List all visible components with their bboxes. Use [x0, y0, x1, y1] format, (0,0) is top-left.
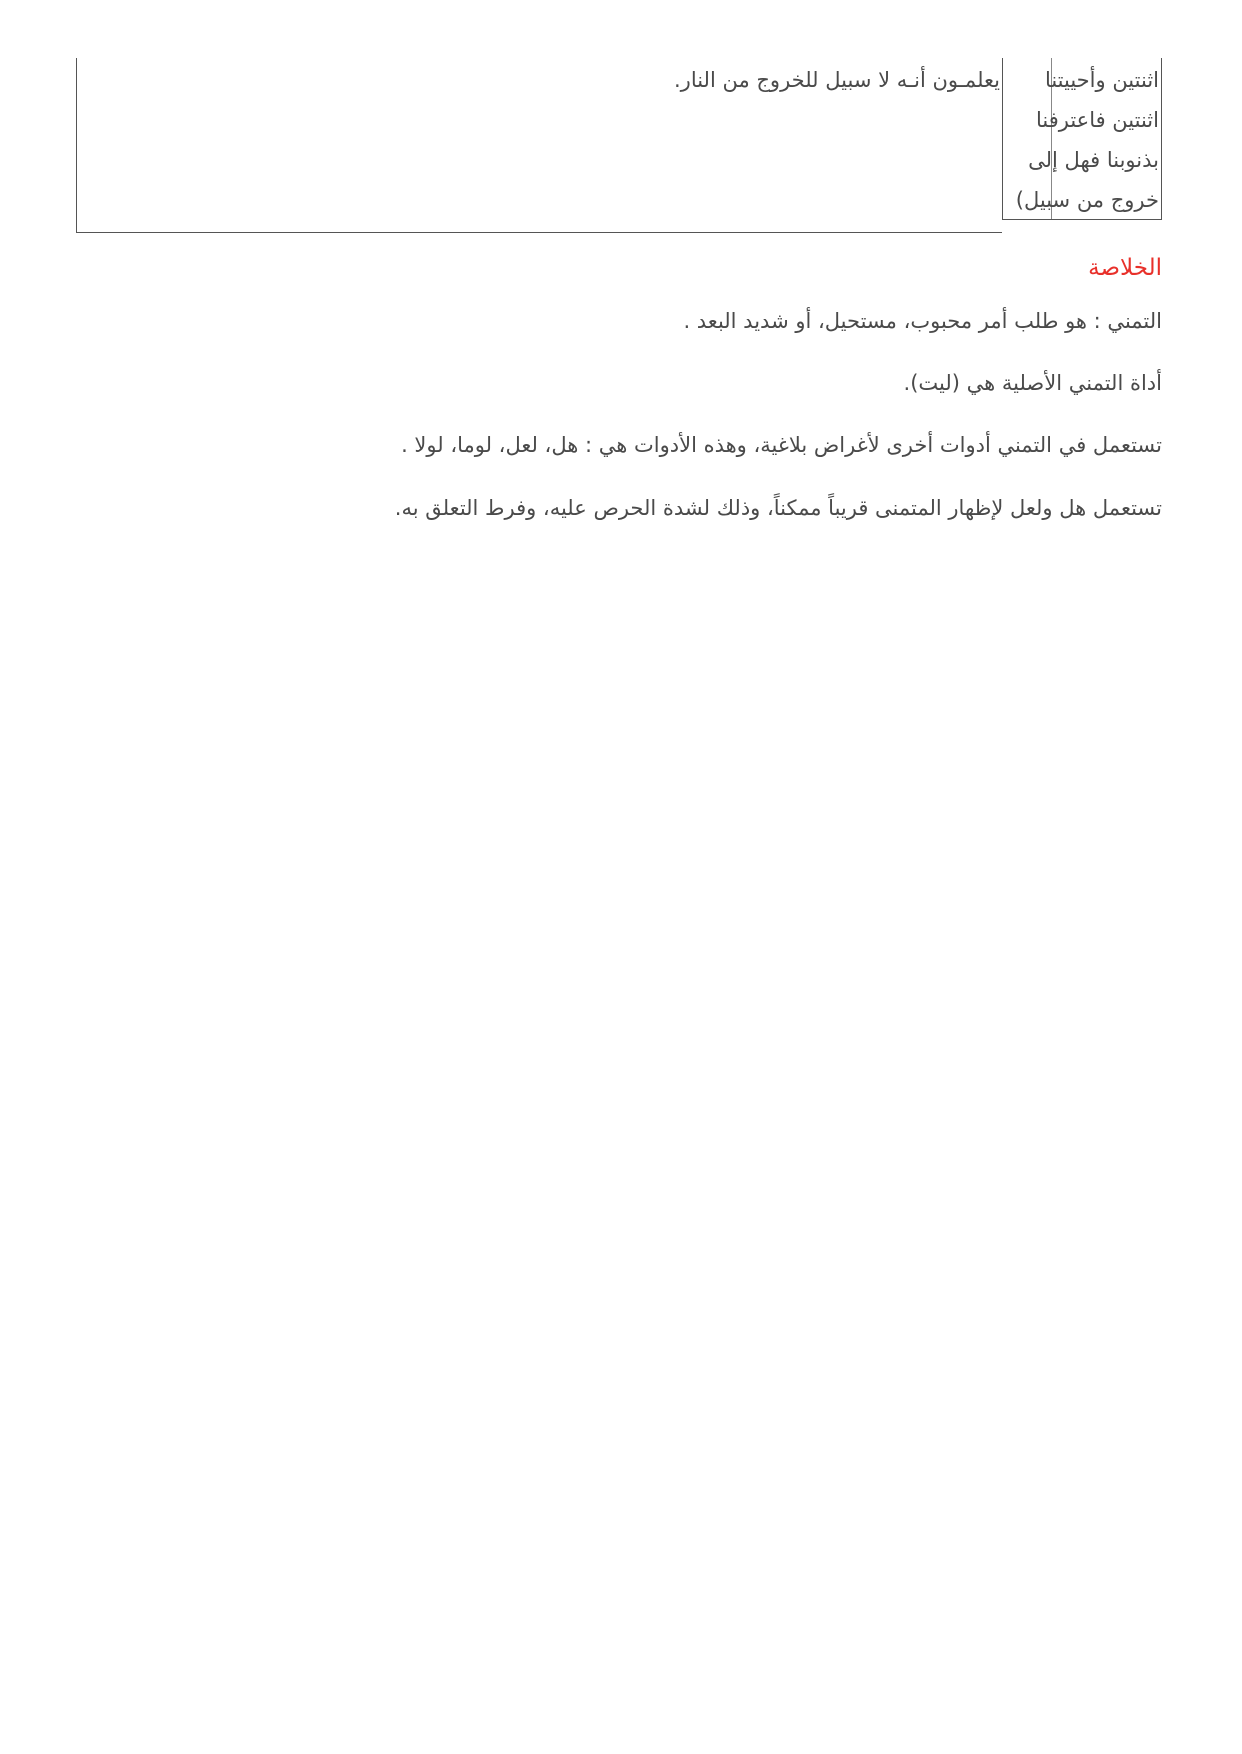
verse-line: خروج من سبيل)	[1015, 188, 1159, 212]
summary-paragraph: أداة التمني الأصلية هي (ليت).	[903, 371, 1162, 395]
summary-paragraph: التمني : هو طلب أمر محبوب، مستحيل، أو شديد البعد .	[683, 309, 1162, 333]
verse-line: اثنتين فاعترفنا	[1035, 108, 1159, 132]
table-cell-explanation	[76, 58, 1002, 233]
summary-paragraph: تستعمل في التمني أدوات أخرى لأغراض بلاغية، وهذه الأدوات هي : هل، لعل، لوما، لولا .	[401, 433, 1162, 457]
explanation-text: يعلمـون أنـه لا سبيل للخروج من النار.	[674, 68, 1000, 92]
table-cell-verse	[1002, 58, 1162, 220]
table-continuation	[76, 58, 1162, 234]
verse-line: اثنتين وأحييتنا	[1044, 68, 1159, 92]
summary-paragraph: تستعمل هل ولعل لإظهار المتمنى قريباً ممكناً، وذلك لشدة الحرص عليه، وفرط التعلق به.	[394, 496, 1162, 520]
verse-line: بذنوبنا فهل إلى	[1028, 148, 1159, 172]
verse-lines	[1009, 60, 1159, 220]
section-heading: الخلاصة	[1088, 255, 1162, 281]
